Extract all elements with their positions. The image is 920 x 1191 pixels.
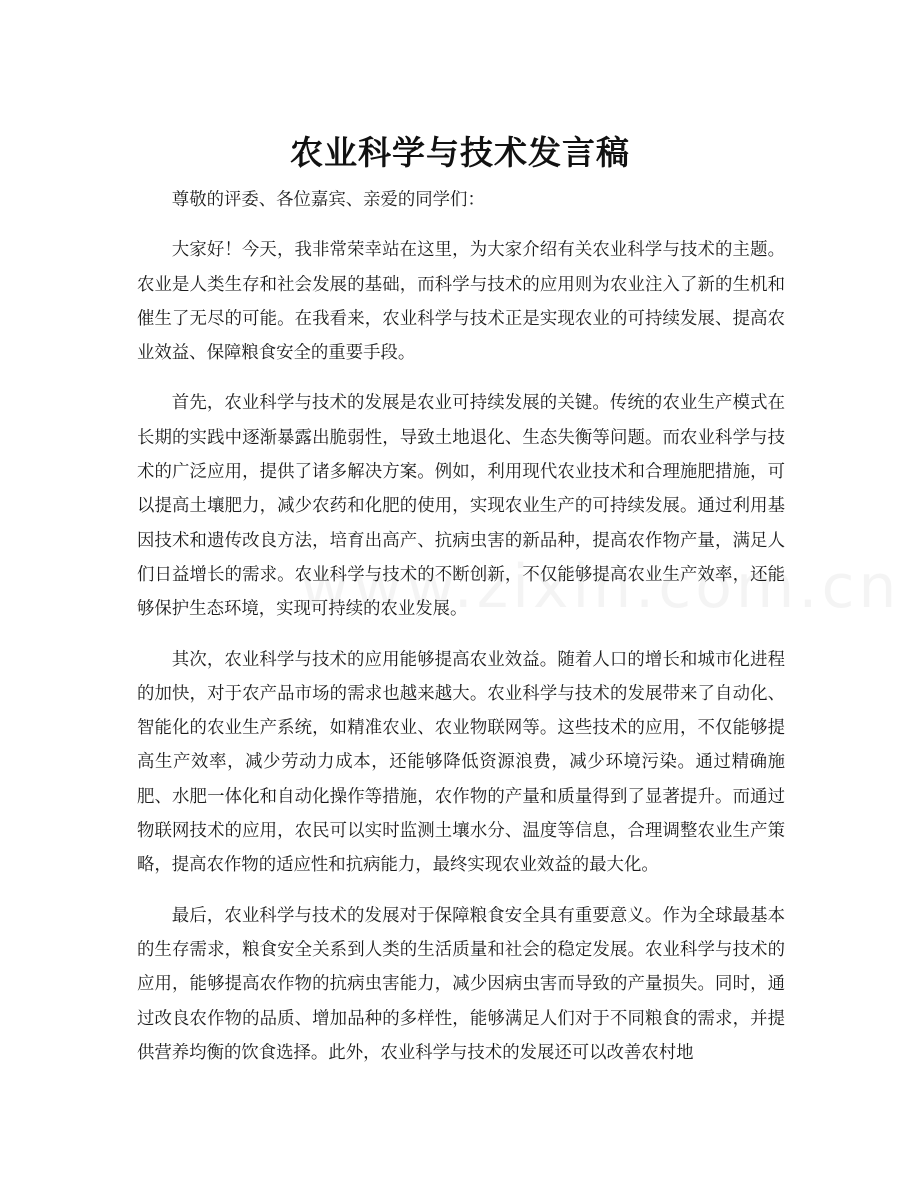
first-point-paragraph: 首先，农业科学与技术的发展是农业可持续发展的关键。传统的农业生产模式在长期的实践中逐渐暴露出脆弱性，导致土地退化、生态失衡等问题。而农业科学与技术的广泛应用，提供了诸多解决方案。例如，利用现代农业技术和合理施肥措施，可以提高土壤肥力，减少农药和化肥的使用，实现农业生产的可持续发展。通过利用基因技术和遗传改良方法，培育出高产、抗病虫害的新品种，提高农作物产量，满足人们日益增长的需求。农业科学与技术的不断创新，不仅能够提高农业生产效率，还能够保护生态环境，实现可持续的农业发展。 <box>137 393 785 620</box>
second-point-paragraph: 其次，农业科学与技术的应用能够提高农业效益。随着人口的增长和城市化进程的加快，对于农产品市场的需求也越来越大。农业科学与技术的发展带来了自动化、智能化的农业生产系统，如精准农业、农业物联网等。这些技术的应用，不仅能够提高生产效率，减少劳动力成本，还能够降低资源浪费，减少环境污染。通过精确施肥、水肥一体化和自动化操作等措施，农作物的产量和质量得到了显著提升。而通过物联网技术的应用，农民可以实时监测土壤水分、温度等信息，合理调整农业生产策略，提高农作物的适应性和抗病能力，最终实现农业效益的最大化。 <box>137 649 785 876</box>
document-title: 农业科学与技术发言稿 <box>290 133 630 173</box>
document-body <box>137 183 785 1070</box>
greeting-paragraph: 尊敬的评委、各位嘉宾、亲爱的同学们： <box>171 190 485 210</box>
intro-paragraph: 大家好！今天，我非常荣幸站在这里，为大家介绍有关农业科学与技术的主题。农业是人类生存和社会发展的基础，而科学与技术的应用则为农业注入了新的生机和催生了无尽的可能。在我看来，农业科学与技术正是实现农业的可持续发展、提高农业效益、保障粮食安全的重要手段。 <box>137 240 785 364</box>
final-point-paragraph: 最后，农业科学与技术的发展对于保障粮食安全具有重要意义。作为全球最基本的生存需求，粮食安全关系到人类的生活质量和社会的稳定发展。农业科学与技术的应用，能够提高农作物的抗病虫害能力，减少因病虫害而导致的产量损失。同时，通过改良农作物的品质、增加品种的多样性，能够满足人们对于不同粮食的需求，并提供营养均衡的饮食选择。此外，农业科学与技术的发展还可以改善农村地 <box>137 905 785 1063</box>
